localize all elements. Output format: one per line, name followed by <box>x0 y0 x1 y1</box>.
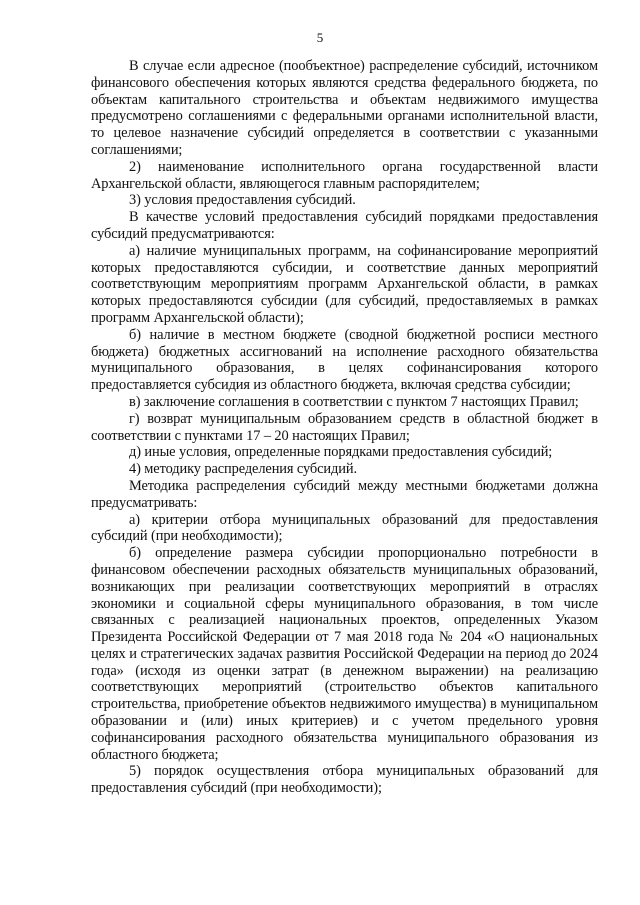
paragraph-methodology-a: а) критерии отбора муниципальных образований для предоставления субсидий (при необходимости); <box>91 511 598 545</box>
paragraph-condition-d: д) иные условия, определенные порядками предоставления субсидий; <box>129 444 553 461</box>
paragraph-item-3-conditions: 3) условия предоставления субсидий. <box>129 192 356 209</box>
body-text <box>91 58 598 797</box>
paragraph-item-2-authority: 2) наименование исполнительного органа государственной власти Архангельской области, являющегося главным распорядителем; <box>91 158 598 192</box>
paragraph-methodology-b: б) определение размера субсидии пропорционально потребности в финансовом обеспечении расходных обязательств муниципальных образований, возникающих при реализации соответствующих мероприятий в отраслях экономики и социальной сферы муниципального образования, в том числе связанных с реализацией национальных проектов, определенных Указом Президента Российской Федерации от 7 мая 2018 года № 204 «О национальных целях и стратегических задачах развития Российской Федерации на период до 2024 года» (исходя из оценки затрат (в денежном выражении) на реализацию соответствующих мероприятий (строительство объектов капитального строительства, приобретение объектов недвижимого имущества) в муниципальном образовании и (или) иных критериев) и с учетом предельного уровня софинансирования расходного обязательства муниципального образования из областного бюджета; <box>91 545 598 763</box>
paragraph-condition-a: а) наличие муниципальных программ, на софинансирование мероприятий которых предоставляются субсидии, и соответствие данных мероприятий соответствующим мероприятиям программ Архангельской области, в рамках которых предоставляются субсидии (для субсидий, предоставляемых в рамках программ Архангельской области); <box>91 242 598 326</box>
paragraph-conditions-intro: В качестве условий предоставления субсидий порядками предоставления субсидий предусматриваются: <box>91 209 598 242</box>
paragraph-condition-v: в) заключение соглашения в соответствии с пунктом 7 настоящих Правил; <box>129 393 579 410</box>
paragraph-item-4-methodology: 4) методику распределения субсидий. <box>129 461 357 478</box>
paragraph-item-5-selection: 5) порядок осуществления отбора муниципальных образований для предоставления субсидий (при необходимости); <box>91 763 598 797</box>
page-number: 5 <box>316 30 324 45</box>
paragraph-condition-b: б) наличие в местном бюджете (сводной бюджетной росписи местного бюджета) бюджетных ассигнований на исполнение расходного обязательства муниципального образования, в целях софинансирования которого предоставляется субсидия из областного бюджета, включая средства субсидии; <box>91 326 598 394</box>
paragraph-condition-g: г) возврат муниципальным образованием средств в областной бюджет в соответствии с пунктами 17 – 20 настоящих Правил; <box>91 410 598 444</box>
paragraph-methodology-intro: Методика распределения субсидий между местными бюджетами должна предусматривать: <box>91 477 598 511</box>
paragraph-funding-agreements: В случае если адресное (пообъектное) распределение субсидий, источником финансового обеспечения которых являются средства федерального бюджета, по объектам капитального строительства и объектам недвижимого имущества предусмотрено соглашениями с федеральными органами исполнительной власти, то целевое назначение субсидий определяется в соответствии с указанными соглашениями; <box>91 58 598 158</box>
